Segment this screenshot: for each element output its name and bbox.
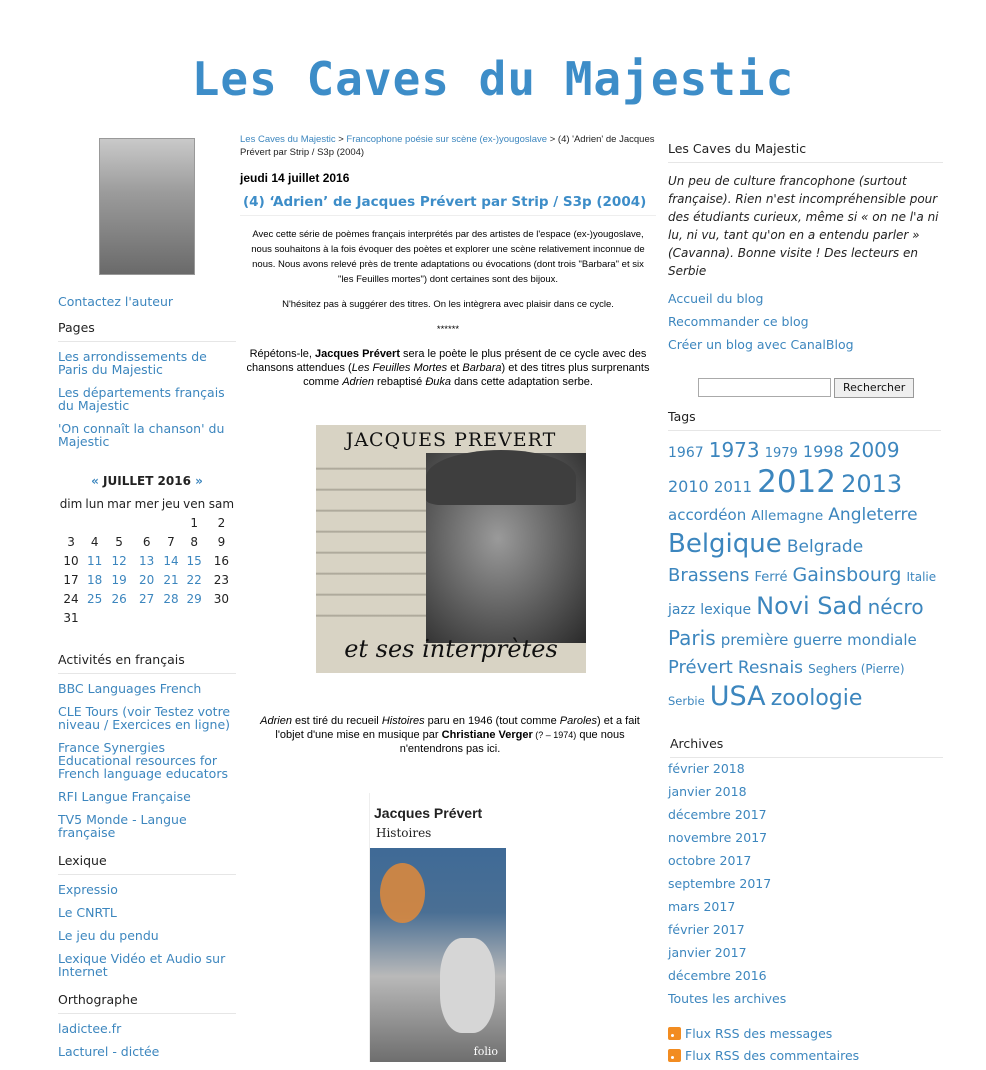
blog-link-1[interactable]: Recommander ce blog xyxy=(668,314,809,329)
blog-link-2[interactable]: Créer un blog avec CanalBlog xyxy=(668,337,854,352)
tag-link[interactable]: 1979 xyxy=(764,446,798,461)
tag-link[interactable]: USA xyxy=(709,681,766,712)
calendar-day: 1 xyxy=(190,515,198,530)
calendar-day[interactable]: 18 xyxy=(87,572,103,587)
page-link-0[interactable]: Les arrondissements de Paris du Majestic xyxy=(58,349,207,377)
calendar-next[interactable]: » xyxy=(195,474,203,488)
calendar-day[interactable]: 20 xyxy=(139,572,155,587)
archive-link-1[interactable]: janvier 2018 xyxy=(668,784,747,799)
calendar-day: 3 xyxy=(67,534,75,549)
archive-link-6[interactable]: mars 2017 xyxy=(668,899,736,914)
archive-link-2[interactable]: décembre 2017 xyxy=(668,807,767,822)
tag-link[interactable]: 1967 xyxy=(668,445,704,461)
site-title[interactable]: Les Caves du Majestic xyxy=(191,52,795,106)
calendar-dayname: jeu xyxy=(161,496,181,511)
tag-link[interactable]: 2013 xyxy=(841,470,903,498)
tag-link[interactable]: Resnais xyxy=(737,658,804,678)
archive-link-8[interactable]: janvier 2017 xyxy=(668,945,747,960)
archive-link-5[interactable]: septembre 2017 xyxy=(668,876,772,891)
tag-link[interactable]: Italie xyxy=(906,570,937,584)
archive-link-3[interactable]: novembre 2017 xyxy=(668,830,768,845)
activite-link-4[interactable]: TV5 Monde - Langue française xyxy=(58,812,187,840)
tag-link[interactable]: accordéon xyxy=(668,506,747,524)
post-intro: Avec cette série de poèmes français interprétés par des artistes de l'espace (ex-)yougoslave, nous souhaitons à la fois évoquer des poètes et explorer une scène relativement inconnue de nous. Nous avons relevé près de trente adaptations ou évocations (dont trois "Barbara" et six "les Feuilles mortes") dont certaines sont des bijoux. xyxy=(251,229,645,285)
activites-title: Activités en français xyxy=(58,652,236,674)
tag-link[interactable]: Paris xyxy=(668,626,716,650)
tag-link[interactable]: 2012 xyxy=(757,464,836,500)
calendar-day xyxy=(84,608,105,627)
ortho-title: Orthographe xyxy=(58,992,236,1014)
calendar-day[interactable]: 27 xyxy=(139,591,155,606)
search-input[interactable] xyxy=(698,378,831,397)
calendar-day: 17 xyxy=(63,572,79,587)
prevert-album-cover[interactable] xyxy=(316,425,586,673)
page-link-1[interactable]: Les départements français du Majestic xyxy=(58,385,225,413)
calendar-day: 5 xyxy=(115,534,123,549)
post-paragraph-2: Adrien est tiré du recueil Histoires paru en 1946 (tout comme Paroles) et a fait l'objet d'une mise en musique par Christiane Verger (? – 1974) que nous n'entendrons pas ici. xyxy=(260,715,640,755)
archive-link-4[interactable]: octobre 2017 xyxy=(668,853,752,868)
calendar-day xyxy=(133,608,161,627)
ortho-link-0[interactable]: ladictee.fr xyxy=(58,1021,122,1036)
calendar-day xyxy=(58,513,84,532)
calendar-dayname: ven xyxy=(183,496,206,511)
calendar-day xyxy=(105,513,133,532)
calendar-day[interactable]: 21 xyxy=(163,572,179,587)
pages-title: Pages xyxy=(58,320,236,342)
calendar-day xyxy=(207,608,236,627)
calendar-day xyxy=(160,513,181,532)
calendar-day: 9 xyxy=(217,534,226,549)
calendar-header xyxy=(58,474,236,488)
tag-link[interactable]: lexique xyxy=(700,602,752,618)
rss-row xyxy=(668,1048,859,1070)
archives-list xyxy=(668,762,943,1015)
rss-link-0[interactable]: Flux RSS des messages xyxy=(685,1026,833,1041)
tag-link[interactable]: Belgrade xyxy=(786,537,864,557)
tag-link[interactable]: Allemagne xyxy=(751,508,824,524)
tag-link[interactable]: zoologie xyxy=(770,686,863,711)
calendar-month: JUILLET 2016 xyxy=(103,474,191,488)
calendar-day: 23 xyxy=(213,572,230,587)
tag-link[interactable]: jazz xyxy=(668,602,696,618)
calendar-day: 2 xyxy=(217,515,226,530)
right-sidebar xyxy=(668,141,943,361)
histoires-book-cover[interactable] xyxy=(369,793,506,1062)
tag-link[interactable]: Ferré xyxy=(754,570,788,585)
tag-link[interactable]: Brassens xyxy=(668,565,750,586)
tag-link[interactable]: 1973 xyxy=(708,438,760,462)
lexique-link-1[interactable]: Le CNRTL xyxy=(58,905,117,920)
breadcrumb-current: (4) 'Adrien' de Jacques Prévert par Strip / S3p (2004) xyxy=(240,134,655,158)
calendar-day: 7 xyxy=(167,534,175,549)
ortho-list xyxy=(58,1022,236,1058)
ortho-link-1[interactable]: Lacturel - dictée xyxy=(58,1044,160,1059)
tag-link[interactable]: 2011 xyxy=(713,478,752,496)
page-link-2[interactable]: 'On connaît la chanson' du Majestic xyxy=(58,421,225,449)
post-title[interactable]: (4) ‘Adrien’ de Jacques Prévert par Strip / S3p (2004) xyxy=(240,194,656,216)
calendar-day[interactable]: 15 xyxy=(186,553,202,568)
lexique-link-2[interactable]: Le jeu du pendu xyxy=(58,928,159,943)
calendar-day xyxy=(160,608,181,627)
contact-author-link[interactable]: Contactez l'auteur xyxy=(58,294,174,309)
search-button[interactable]: Rechercher xyxy=(834,378,914,398)
calendar-day: 24 xyxy=(63,591,79,606)
tag-link[interactable]: Prévert xyxy=(668,657,733,678)
lexique-list xyxy=(58,883,236,978)
rss-link-1[interactable]: Flux RSS des commentaires xyxy=(685,1048,860,1063)
post-suggest: N'hésitez pas à suggérer des titres. On les intègrera avec plaisir dans ce cycle. xyxy=(282,299,614,310)
calendar-day: 8 xyxy=(190,534,198,549)
tag-link[interactable]: 2009 xyxy=(848,438,900,462)
rss-row xyxy=(668,1026,859,1048)
author-portrait xyxy=(99,138,195,275)
breadcrumb: Les Caves du Majestic > Francophone poésie sur scène (ex-)yougoslave > (4) 'Adrien' de Jacques Prévert par Strip / S3p (2004) xyxy=(240,134,655,158)
calendar-day: 30 xyxy=(213,591,230,606)
breadcrumb-category[interactable]: Francophone poésie sur scène (ex-)yougoslave xyxy=(346,134,548,145)
tag-link[interactable]: première guerre mondiale xyxy=(720,631,917,649)
calendar-day: 6 xyxy=(142,534,151,549)
rss-feeds xyxy=(668,1026,859,1070)
tag-link[interactable]: Novi Sad xyxy=(756,592,863,620)
calendar-day[interactable]: 26 xyxy=(111,591,127,606)
calendar-day: 16 xyxy=(213,553,230,568)
archives-title: Archives xyxy=(670,736,943,758)
tag-link[interactable]: Angleterre xyxy=(828,505,918,525)
calendar-day[interactable]: 28 xyxy=(163,591,179,606)
calendar-day xyxy=(133,513,161,532)
book-author-text: Jacques Prévert xyxy=(374,805,483,821)
archive-link-0[interactable]: février 2018 xyxy=(668,761,745,776)
calendar-dayname: dim xyxy=(59,496,83,511)
calendar-day[interactable]: 13 xyxy=(139,553,155,568)
lexique-link-0[interactable]: Expressio xyxy=(58,882,118,897)
lexique-title: Lexique xyxy=(58,853,236,875)
tag-link[interactable]: nécro xyxy=(867,595,924,619)
calendar-day[interactable]: 14 xyxy=(163,553,179,568)
activite-link-1[interactable]: CLE Tours (voir Testez votre niveau / Exercices en ligne) xyxy=(58,704,231,732)
tag-cloud xyxy=(668,436,943,715)
activite-link-3[interactable]: RFI Langue Française xyxy=(58,789,191,804)
blog-links xyxy=(668,292,943,351)
blog-description: Un peu de culture francophone (surtout française). Rien n'est incompréhensible pour des étudiants curieux, même si « on ne l'a ni lu, ni vu, tant qu'on en a entendu parler » (Cavanna). Bonne visite ! Des lecteurs en Serbie xyxy=(668,174,939,278)
tag-link[interactable]: Gainsbourg xyxy=(792,564,902,586)
activite-link-2[interactable]: France Synergies Educational resources for French language educators xyxy=(58,740,228,781)
calendar-dayname: mer xyxy=(134,496,159,511)
calendar-day xyxy=(84,513,105,532)
calendar xyxy=(58,474,236,627)
rss-icon xyxy=(668,1049,681,1062)
calendar-day xyxy=(105,608,133,627)
calendar-day: 31 xyxy=(63,610,79,625)
calendar-day xyxy=(182,608,207,627)
calendar-day[interactable]: 22 xyxy=(186,572,202,587)
tag-link[interactable]: Belgique xyxy=(668,529,782,559)
archive-link-9[interactable]: décembre 2016 xyxy=(668,968,767,983)
tags-title: Tags xyxy=(668,409,941,431)
calendar-dayname: sam xyxy=(208,496,235,511)
breadcrumb-home[interactable]: Les Caves du Majestic xyxy=(240,134,336,145)
search-form xyxy=(698,377,914,398)
calendar-day[interactable]: 29 xyxy=(186,591,202,606)
left-sidebar xyxy=(58,295,236,458)
activite-link-0[interactable]: BBC Languages French xyxy=(58,681,202,696)
tag-link[interactable]: 2010 xyxy=(668,477,709,496)
post-paragraph-1: Répétons-le, Jacques Prévert sera le poète le plus présent de ce cycle avec des chansons attendues (Les Feuilles Mortes et Barbara) et des titres plus surprenants comme Adrien rebaptisé Đuka dans cette adaptation serbe. xyxy=(246,348,650,388)
calendar-day: 4 xyxy=(90,534,99,549)
tag-link[interactable]: 1998 xyxy=(802,442,844,461)
post-stars: ****** xyxy=(436,324,460,335)
calendar-day: 10 xyxy=(63,553,79,568)
blog-title: Les Caves du Majestic xyxy=(668,141,943,163)
book-title-text: Histoires xyxy=(376,826,432,840)
calendar-dayname: mar xyxy=(107,496,132,511)
calendar-grid xyxy=(58,494,236,627)
lexique-link-3[interactable]: Lexique Vidéo et Audio sur Internet xyxy=(58,951,226,979)
album-title-text: JACQUES PREVERT xyxy=(345,429,557,451)
calendar-day[interactable]: 12 xyxy=(111,553,127,568)
left-sidebar-lower xyxy=(58,652,236,1068)
post-date: jeudi 14 juillet 2016 xyxy=(240,171,350,185)
tag-link[interactable]: Serbie xyxy=(668,694,705,708)
archive-link-7[interactable]: février 2017 xyxy=(668,922,745,937)
calendar-day[interactable]: 19 xyxy=(111,572,127,587)
calendar-day[interactable]: 11 xyxy=(87,553,103,568)
archive-link-10[interactable]: Toutes les archives xyxy=(668,991,787,1006)
album-subtitle-text: et ses interprètes xyxy=(344,635,558,663)
calendar-dayname: lun xyxy=(85,496,104,511)
calendar-prev[interactable]: « xyxy=(91,474,99,488)
activites-list xyxy=(58,682,236,839)
rss-icon xyxy=(668,1027,681,1040)
blog-link-0[interactable]: Accueil du blog xyxy=(668,291,764,306)
folio-logo: folio xyxy=(473,1045,498,1058)
post xyxy=(240,133,656,389)
calendar-day[interactable]: 25 xyxy=(87,591,103,606)
pages-list xyxy=(58,350,236,448)
tag-link[interactable]: Seghers (Pierre) xyxy=(808,662,905,676)
